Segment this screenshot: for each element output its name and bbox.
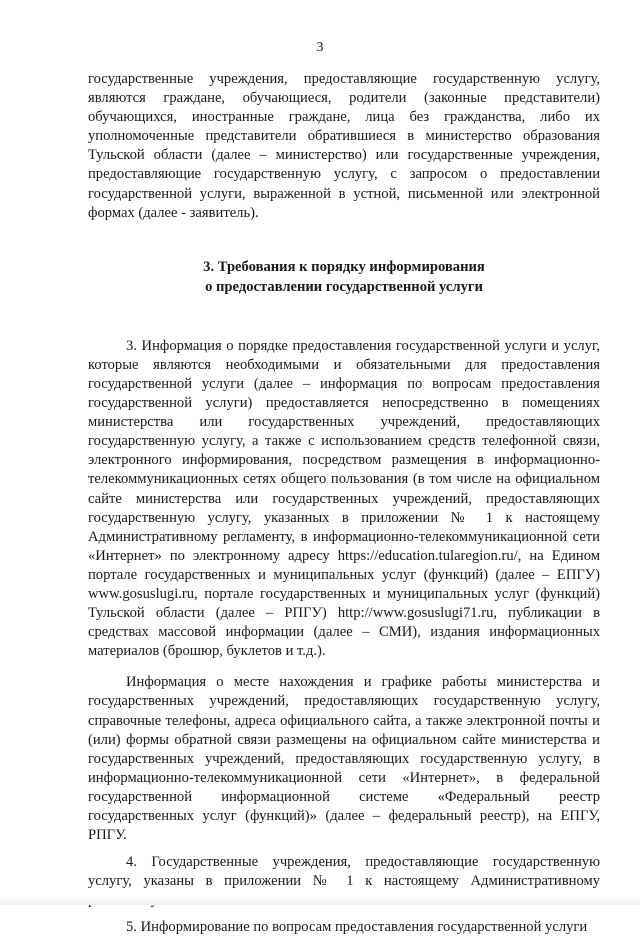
intro-paragraph: государственные учреждения, предоставляющие государственную услугу, являются граждане, обучающиеся, родители (законные представители) обучающихся, иностранные граждане, лица без гражданства, либо их уполномоченные представители обратившиеся в министерство образования Тульской области (далее – министерство) или государственные учреждения, предоставляющие государственную услугу, с запросом о предоставлении государственной услуги, выраженной в устной, письменной или электронной формах (далее - заявитель).: [88, 71, 600, 221]
paragraph-4: 4. Государственные учреждения, предоставляющие государственную услугу, указаны в приложении № 1 к настоящему Административному: [88, 854, 600, 890]
scan-edge: [0, 897, 640, 905]
section-title: [88, 257, 600, 297]
paragraph-3: 3. Информация о порядке предоставления государственной услуги и услуг, которые являются необходимыми и обязательными для предоставления государственной услуги (далее – информация по вопросам предоставления государственной услуги) предоставляется непосредственно в помещениях министерства или государственных учреждений, предоставляющих государственную услугу, а также с использованием средств телефонной связи, электронного информирования, посредством размещения в информационно-телекоммуникационных сетях общего пользования (в том числе на официальном сайте министерства или государственных учреждений, предоставляющих государственную услугу, указанных в приложении № 1 к настоящему Административному регламенту, в информационно-телекоммуникационной сети «Интернет» по электронному адресу https://education.tularegion.ru/, на Едином портале государственных и муниципальных услуг (функций) (далее – ЕПГУ) www.gosuslugi.ru, портале государственных и муниципальных услуг (функций) Тульской области (далее – РПГУ) http://www.gosuslugi71.ru, публикации в средствах массовой информации (далее – СМИ), издания информационных материалов (брошюр, буклетов и т.д.).: [88, 337, 600, 660]
paragraph-3-location-info: Информация о месте нахождения и графике работы министерства и государственных учреждений, предоставляющих государственную услугу, справочные телефоны, адреса официального сайта, а также электронной почты и (или) формы обратной связи размещены на официальном сайте министерства и государственных учреждений, предоставляющих государственную услугу, в информационно-телекоммуникационной сети «Интернет», в федеральной государственной информационной системе «Федеральный реестр государственных услуг (функций)» (далее – федеральный реестр), на ЕПГУ, РПГУ.: [88, 674, 600, 844]
section-title-line-1: 3. Требования к порядку информирования: [203, 258, 485, 275]
paragraph-5: 5. Информирование по вопросам предоставления государственной услуги: [126, 919, 588, 936]
document-body: [88, 70, 600, 938]
section-title-line-2: о предоставлении государственной услуги: [205, 278, 483, 295]
page-number: 3: [316, 40, 324, 55]
